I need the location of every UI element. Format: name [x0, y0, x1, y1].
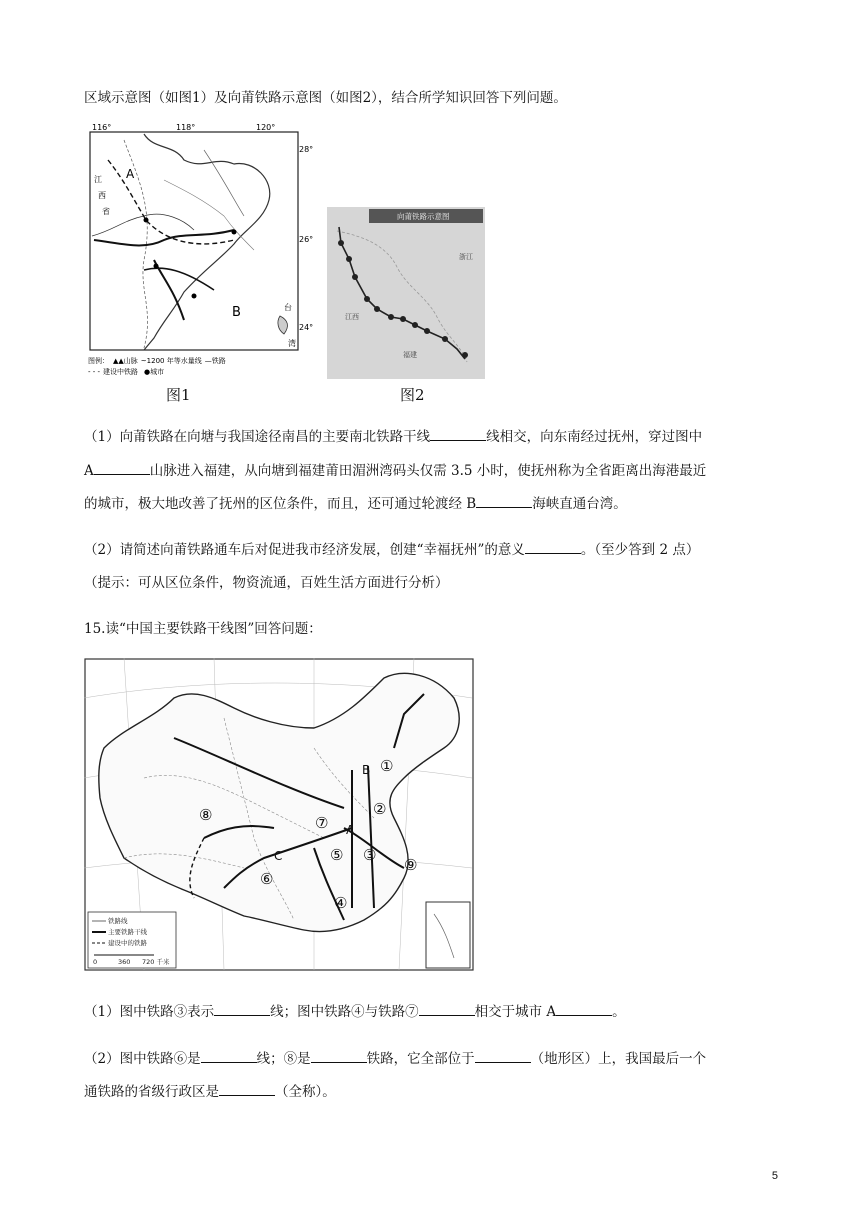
legend-construction: 建设中的铁路	[108, 939, 147, 947]
q15-text-2c: 铁路，它全部位于	[366, 1051, 475, 1067]
q14-text-1e: 的城市，极大地改善了抚州的区位条件，而且，还可通过轮渡经 B	[84, 496, 477, 512]
q15-text-2e: 通铁路的省级行政区是	[84, 1084, 219, 1100]
q14-line-3	[84, 494, 627, 514]
rail-label-2: ②	[373, 800, 387, 818]
q14-text-1b: 线相交，向东南经过抚州，穿过图中	[486, 429, 703, 445]
city-label-a: A	[346, 823, 355, 837]
scale-0: 0	[93, 958, 98, 966]
answer-blank[interactable]	[556, 1002, 612, 1016]
q14-text-2a: （2）请简述向莆铁路通车后对促进我市经济发展，创建“幸福抚州”的意义	[84, 542, 525, 558]
q15-line-3	[84, 1082, 336, 1102]
legend-main-rail: 主要铁路干线	[108, 928, 147, 936]
answer-blank[interactable]	[475, 1049, 531, 1063]
legend-row-2: - - - 建设中铁路 ●城市	[88, 368, 165, 376]
city-label-b: B	[362, 763, 371, 777]
label-a: A	[126, 167, 135, 181]
page-number: 5	[771, 1170, 778, 1182]
figure-2-map	[327, 207, 485, 379]
answer-blank[interactable]	[311, 1049, 367, 1063]
label-zhejiang: 浙江	[459, 253, 473, 261]
answer-blank[interactable]	[419, 1002, 475, 1016]
q14-line-4	[84, 540, 699, 560]
q14-line-5	[84, 573, 449, 593]
q14-text-1c: A	[84, 463, 94, 479]
figure-1-caption: 图1	[166, 386, 191, 404]
legend-rail: 铁路线	[108, 917, 128, 925]
label-tai: 台	[284, 303, 292, 312]
q15-text-1a: （1）图中铁路③表示	[84, 1004, 215, 1020]
label-fujian: 福建	[403, 351, 417, 359]
q15-title	[84, 619, 322, 639]
q14-line-2	[84, 461, 706, 481]
rail-label-9: ⑨	[404, 856, 418, 874]
q15-text-1b: 线；图中铁路④与铁路⑦	[270, 1004, 419, 1020]
lat-label-1: 28°	[299, 145, 314, 154]
legend-title: 图例： ▲▲山脉 ~1200 年等水量线 —铁路	[88, 357, 226, 365]
label-b: B	[232, 305, 241, 320]
label-xi: 西	[98, 191, 106, 200]
q14-text-1a: （1）向莆铁路在向塘与我国途径南昌的主要南北铁路干线	[84, 429, 431, 445]
rail-label-5: ⑤	[330, 846, 344, 864]
rail-label-8: ⑧	[199, 806, 213, 824]
intro-text	[84, 88, 567, 108]
q15-text-2a: （2）图中铁路⑥是	[84, 1051, 201, 1067]
answer-blank[interactable]	[201, 1049, 257, 1063]
q15-text-2b: 线；⑧是	[256, 1051, 311, 1067]
intro-sentence: 区域示意图（如图1）及向莆铁路示意图（如图2），结合所学知识回答下列问题。	[84, 90, 567, 106]
china-map-svg	[84, 658, 474, 971]
q15-line-2	[84, 1049, 706, 1069]
lon-label-1: 116°	[92, 123, 112, 132]
figure-1-map	[84, 120, 314, 378]
q14-text-2c: （提示：可从区位条件，物资流通，百姓生活方面进行分析）	[84, 575, 449, 591]
figure-1-svg	[84, 120, 314, 378]
rail-label-6: ⑥	[260, 870, 274, 888]
lon-label-2: 118°	[176, 123, 196, 132]
q15-text-1d: 。	[612, 1004, 626, 1020]
city-label-c: C	[274, 849, 283, 863]
answer-blank[interactable]	[476, 494, 532, 508]
lat-label-3: 24°	[299, 323, 314, 332]
answer-blank[interactable]	[94, 461, 150, 475]
q14-text-2b: 。（至少答到 2 点）	[580, 542, 700, 558]
q15-text-1c: 相交于城市 A	[474, 1004, 557, 1020]
rail-label-4: ④	[334, 894, 348, 912]
answer-blank[interactable]	[525, 540, 581, 554]
answer-blank[interactable]	[219, 1082, 275, 1096]
lat-label-2: 26°	[299, 235, 314, 244]
figure-2-caption: 图2	[400, 386, 425, 404]
label-jiang: 江	[94, 175, 102, 184]
scale-360: 360	[118, 958, 131, 966]
answer-blank[interactable]	[430, 427, 486, 441]
fig2-title: 向莆铁路示意图	[397, 212, 450, 221]
q15-text-2d: （地形区）上，我国最后一个	[530, 1051, 707, 1067]
figure-china-railway-map	[84, 658, 474, 971]
q15-title-text: 15.读“中国主要铁路干线图”回答问题：	[84, 621, 322, 637]
q15-line-1	[84, 1002, 626, 1022]
lon-label-3: 120°	[256, 123, 276, 132]
rail-label-1: ①	[380, 757, 394, 775]
answer-blank[interactable]	[214, 1002, 270, 1016]
q15-text-2f: （全称）。	[275, 1084, 336, 1100]
q14-text-1f: 海峡直通台湾。	[532, 496, 627, 512]
figure-2-svg	[327, 207, 485, 379]
scale-720: 720 千米	[142, 958, 170, 966]
rail-label-7: ⑦	[315, 814, 329, 832]
label-wan: 湾	[288, 339, 296, 348]
rail-label-3: ③	[363, 846, 377, 864]
q14-text-1d: 山脉进入福建，从向塘到福建莆田湄洲湾码头仅需 3.5 小时，使抚州称为全省距离出海港最近	[149, 463, 707, 479]
label-jiangxi: 江西	[345, 313, 359, 321]
q14-line-1	[84, 427, 702, 447]
label-sheng: 省	[102, 207, 110, 216]
